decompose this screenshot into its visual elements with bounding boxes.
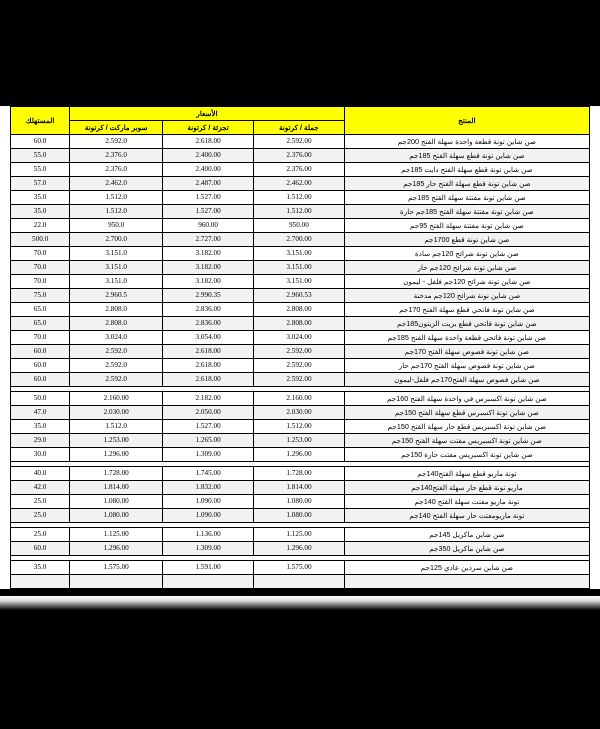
cell-consumer: 60.0	[11, 359, 70, 373]
cell-consumer: 60.0	[11, 542, 70, 556]
cell-retail: 2.050.00	[163, 406, 254, 420]
cell-retail: 2.182.00	[163, 392, 254, 406]
cell-wholesale: 3.151.00	[254, 261, 345, 275]
cell-consumer: 70.0	[11, 261, 70, 275]
cell-wholesale: 1.253.00	[254, 434, 345, 448]
cell-product: صن شاين تونة مفتتة سهلة الفتح 185جم حارة	[344, 205, 589, 219]
cell-wholesale: 2.808.00	[254, 317, 345, 331]
cell-product: صن شاين تونة شرائح 120جم مدخنة	[344, 289, 589, 303]
price-table	[10, 106, 590, 589]
table-row	[11, 495, 590, 509]
table-row	[11, 233, 590, 247]
table-row	[11, 467, 590, 481]
cell-consumer: 29.0	[11, 434, 70, 448]
table-row	[11, 289, 590, 303]
table-row	[11, 528, 590, 542]
price-list-sheet	[0, 105, 600, 589]
table-row	[11, 177, 590, 191]
cell-consumer: 35.0	[11, 561, 70, 575]
table-row	[11, 317, 590, 331]
header-supermarket-carton: سوبر ماركت / كرتونة	[70, 121, 163, 135]
cell-consumer: 75.0	[11, 289, 70, 303]
cell-supermarket: 1.253.00	[70, 434, 163, 448]
cell-retail: 2.618.00	[163, 135, 254, 149]
cell-retail: 3.182.00	[163, 275, 254, 289]
table-row	[11, 275, 590, 289]
table-row	[11, 575, 590, 589]
cell-retail: 2.618.00	[163, 373, 254, 387]
cell-retail: 3.182.00	[163, 247, 254, 261]
cell-product: صن شاين تونة قطعة واحدة سهلة الفتح 200جم	[344, 135, 589, 149]
table-row	[11, 420, 590, 434]
cell-wholesale: 2.808.00	[254, 303, 345, 317]
cell-consumer	[11, 575, 70, 589]
cell-product: صن شاين تونة قطع سهلة الفتح 185جم	[344, 149, 589, 163]
table-row	[11, 345, 590, 359]
cell-consumer: 35.0	[11, 191, 70, 205]
cell-consumer: 47.0	[11, 406, 70, 420]
table-row	[11, 163, 590, 177]
cell-wholesale: 2.376.00	[254, 163, 345, 177]
cell-wholesale: 2.592.00	[254, 135, 345, 149]
cell-consumer: 60.0	[11, 345, 70, 359]
table-row	[11, 448, 590, 462]
cell-supermarket: 3.024.0	[70, 331, 163, 345]
table-row	[11, 359, 590, 373]
cell-retail: 2.727.00	[163, 233, 254, 247]
cell-supermarket: 2.960.5	[70, 289, 163, 303]
cell-wholesale: 1.512.00	[254, 205, 345, 219]
header-product: المنتج	[344, 107, 589, 135]
cell-consumer: 57.0	[11, 177, 70, 191]
cell-retail: 960.00	[163, 219, 254, 233]
cell-product: صن شاين تونة شرائح 120جم سادة	[344, 247, 589, 261]
cell-consumer: 22.0	[11, 219, 70, 233]
cell-product: صن شاين تونة مفتتة سهلة الفتح 95جم	[344, 219, 589, 233]
cell-wholesale: 950.00	[254, 219, 345, 233]
cell-supermarket: 2.808.0	[70, 317, 163, 331]
cell-consumer: 50.0	[11, 392, 70, 406]
cell-retail: 1.090.00	[163, 495, 254, 509]
cell-supermarket: 1.080.00	[70, 509, 163, 523]
cell-consumer: 25.0	[11, 495, 70, 509]
cell-consumer: 40.0	[11, 467, 70, 481]
cell-retail: 2.836.00	[163, 317, 254, 331]
cell-retail: 1.591.00	[163, 561, 254, 575]
cell-retail: 3.182.00	[163, 261, 254, 275]
cell-product: ماريو تونة قطع حار سهلة الفتح140جم	[344, 481, 589, 495]
cell-supermarket: 2.592.0	[70, 359, 163, 373]
cell-supermarket: 1.814.00	[70, 481, 163, 495]
cell-wholesale: 1.125.00	[254, 528, 345, 542]
cell-supermarket: 2.700.0	[70, 233, 163, 247]
cell-product: صن شاين تونة فصوص سهلة الفتح 170جم حار	[344, 359, 589, 373]
cell-retail: 1.309.00	[163, 542, 254, 556]
cell-retail: 1.265.00	[163, 434, 254, 448]
cell-retail: 2.487.00	[163, 177, 254, 191]
cell-retail: 1.527.00	[163, 205, 254, 219]
cell-supermarket: 1.512.0	[70, 420, 163, 434]
cell-retail: 1.832.00	[163, 481, 254, 495]
cell-supermarket: 2.592.0	[70, 373, 163, 387]
cell-supermarket: 1.575.00	[70, 561, 163, 575]
cell-product	[344, 575, 589, 589]
table-row	[11, 406, 590, 420]
cell-wholesale: 2.700.00	[254, 233, 345, 247]
cell-wholesale: 1.512.00	[254, 191, 345, 205]
cell-product: صن شاين تونة مفتتة سهلة الفتح 185جم	[344, 191, 589, 205]
cell-retail: 2.400.00	[163, 149, 254, 163]
table-row	[11, 481, 590, 495]
table-body	[11, 135, 590, 589]
cell-product: صن شاين سردين عادي 125جم	[344, 561, 589, 575]
cell-wholesale: 1.575.00	[254, 561, 345, 575]
cell-supermarket: 3.151.0	[70, 247, 163, 261]
cell-supermarket: 950.0	[70, 219, 163, 233]
cell-product: صن شاين تونة فاتحي قطعة واحدة سهلة الفتح 185جم	[344, 331, 589, 345]
table-row	[11, 135, 590, 149]
cell-consumer: 35.0	[11, 420, 70, 434]
cell-wholesale: 2.160.00	[254, 392, 345, 406]
cell-supermarket: 2.808.0	[70, 303, 163, 317]
cell-supermarket: 1.080.00	[70, 495, 163, 509]
cell-retail: 2.400.00	[163, 163, 254, 177]
cell-supermarket: 2.592.0	[70, 345, 163, 359]
cell-wholesale: 2.592.00	[254, 373, 345, 387]
table-row	[11, 261, 590, 275]
cell-wholesale: 1.814.00	[254, 481, 345, 495]
cell-wholesale: 2.462.00	[254, 177, 345, 191]
cell-product: صن شاين تونة اكسبريس مفتت سهلة الفتح 150جم	[344, 434, 589, 448]
cell-product: صن شاين تونة فصوص سهلة الفتح 170جم	[344, 345, 589, 359]
cell-retail: 2.836.00	[163, 303, 254, 317]
cell-wholesale: 1.512.00	[254, 420, 345, 434]
cell-retail: 2.618.00	[163, 345, 254, 359]
cell-retail: 1.136.00	[163, 528, 254, 542]
cell-consumer: 60.0	[11, 373, 70, 387]
cell-product: صن شاين تونة شرائح 120جم فلفل - ليمون	[344, 275, 589, 289]
cell-supermarket: 1.728.00	[70, 467, 163, 481]
cell-supermarket: 2.030.00	[70, 406, 163, 420]
cell-consumer: 60.0	[11, 135, 70, 149]
cell-supermarket: 1.296.00	[70, 448, 163, 462]
cell-wholesale: 3.151.00	[254, 247, 345, 261]
table-row	[11, 434, 590, 448]
header-wholesale-carton: جملة / كرتونة	[254, 121, 345, 135]
cell-supermarket	[70, 575, 163, 589]
table-row	[11, 542, 590, 556]
table-row	[11, 303, 590, 317]
table-header	[11, 107, 590, 135]
cell-product: صن شاين تونة اكسبرس قطع سهلة الفتح 150جم	[344, 406, 589, 420]
cell-consumer: 65.0	[11, 303, 70, 317]
cell-product: صن شاين تونة قطع 1700جم	[344, 233, 589, 247]
cell-supermarket: 1.512.0	[70, 205, 163, 219]
cell-supermarket: 1.296.00	[70, 542, 163, 556]
cell-supermarket: 2.160.00	[70, 392, 163, 406]
cell-retail: 3.054.00	[163, 331, 254, 345]
cell-consumer: 65.0	[11, 317, 70, 331]
cell-retail: 1.090.00	[163, 509, 254, 523]
table-row	[11, 247, 590, 261]
table-row	[11, 392, 590, 406]
cell-product: صن شاين تونة قطع سهلة الفتح دايت 185جم	[344, 163, 589, 177]
cell-wholesale: 1.296.00	[254, 542, 345, 556]
cell-supermarket: 3.151.0	[70, 261, 163, 275]
table-row	[11, 191, 590, 205]
cell-wholesale: 1.296.00	[254, 448, 345, 462]
cell-consumer: 70.0	[11, 247, 70, 261]
cell-consumer: 70.0	[11, 331, 70, 345]
cell-product: صن شاين تونة فاتحي قطع بزيت الزيتون185جم	[344, 317, 589, 331]
table-row	[11, 561, 590, 575]
cell-supermarket: 1.512.0	[70, 191, 163, 205]
table-row	[11, 331, 590, 345]
cell-consumer: 70.0	[11, 275, 70, 289]
cell-supermarket: 2.592.0	[70, 135, 163, 149]
cell-retail: 1.745.00	[163, 467, 254, 481]
cell-consumer: 30.0	[11, 448, 70, 462]
cell-retail: 1.527.00	[163, 420, 254, 434]
header-prices-group: الأسعار	[70, 107, 345, 121]
cell-product: صن شاين فصوص سهلة الفتح170جم فلفل-ليمون	[344, 373, 589, 387]
cell-wholesale: 2.030.00	[254, 406, 345, 420]
header-retail-carton: تجزئة / كرتونة	[163, 121, 254, 135]
cell-wholesale: 1.080.00	[254, 509, 345, 523]
cell-retail: 2.618.00	[163, 359, 254, 373]
cell-product: تونة ماريو مفتت سهلة الفتح 140جم	[344, 495, 589, 509]
cell-wholesale: 3.151.00	[254, 275, 345, 289]
cell-retail: 2.990.35	[163, 289, 254, 303]
table-row	[11, 219, 590, 233]
header-consumer: المستهلك	[11, 107, 70, 135]
cell-supermarket: 1.125.00	[70, 528, 163, 542]
cell-wholesale: 2.376.00	[254, 149, 345, 163]
cell-wholesale: 1.080.00	[254, 495, 345, 509]
cell-wholesale: 2.960.53	[254, 289, 345, 303]
cell-supermarket: 2.376.0	[70, 163, 163, 177]
cell-consumer: 500.0	[11, 233, 70, 247]
cell-consumer: 25.0	[11, 509, 70, 523]
cell-product: صن شاين ماكريل 350جم	[344, 542, 589, 556]
header-row-group	[11, 107, 590, 121]
cell-wholesale: 1.728.00	[254, 467, 345, 481]
page-bottom-fade	[0, 596, 600, 610]
table-row	[11, 373, 590, 387]
cell-consumer: 55.0	[11, 163, 70, 177]
cell-wholesale: 3.024.00	[254, 331, 345, 345]
cell-wholesale	[254, 575, 345, 589]
cell-product: صن شاين تونة اكسبرس في واحدة سهلة الفتح 160جم	[344, 392, 589, 406]
cell-product: صن شاين تونة قطع سهلة الفتح حار 185جم	[344, 177, 589, 191]
cell-supermarket: 2.376.0	[70, 149, 163, 163]
cell-wholesale: 2.592.00	[254, 345, 345, 359]
cell-product: تونة ماريو قطع سهلة الفتح140جم	[344, 467, 589, 481]
cell-retail: 1.309.00	[163, 448, 254, 462]
cell-supermarket: 2.462.0	[70, 177, 163, 191]
table-row	[11, 149, 590, 163]
table-row	[11, 509, 590, 523]
cell-product: صن شاين تونة اكسبريس مفتت حارة 150جم	[344, 448, 589, 462]
cell-consumer: 35.0	[11, 205, 70, 219]
cell-product: صن شاين تونة اكسبريس قطع حار سهلة الفتح 150جم	[344, 420, 589, 434]
cell-product: صن شاين تونة شرائح 120جم حار	[344, 261, 589, 275]
cell-product: تونة ماريومفتت حار سهلة الفتح 140جم	[344, 509, 589, 523]
cell-consumer: 55.0	[11, 149, 70, 163]
cell-wholesale: 2.592.00	[254, 359, 345, 373]
cell-product: صن شاين ماكريل 145جم	[344, 528, 589, 542]
cell-retail	[163, 575, 254, 589]
cell-product: صن شاين تونة فاتحي قطع سهلة الفتح 170جم	[344, 303, 589, 317]
table-row	[11, 205, 590, 219]
cell-consumer: 25.0	[11, 528, 70, 542]
cell-consumer: 42.0	[11, 481, 70, 495]
cell-retail: 1.527.00	[163, 191, 254, 205]
cell-supermarket: 3.151.0	[70, 275, 163, 289]
